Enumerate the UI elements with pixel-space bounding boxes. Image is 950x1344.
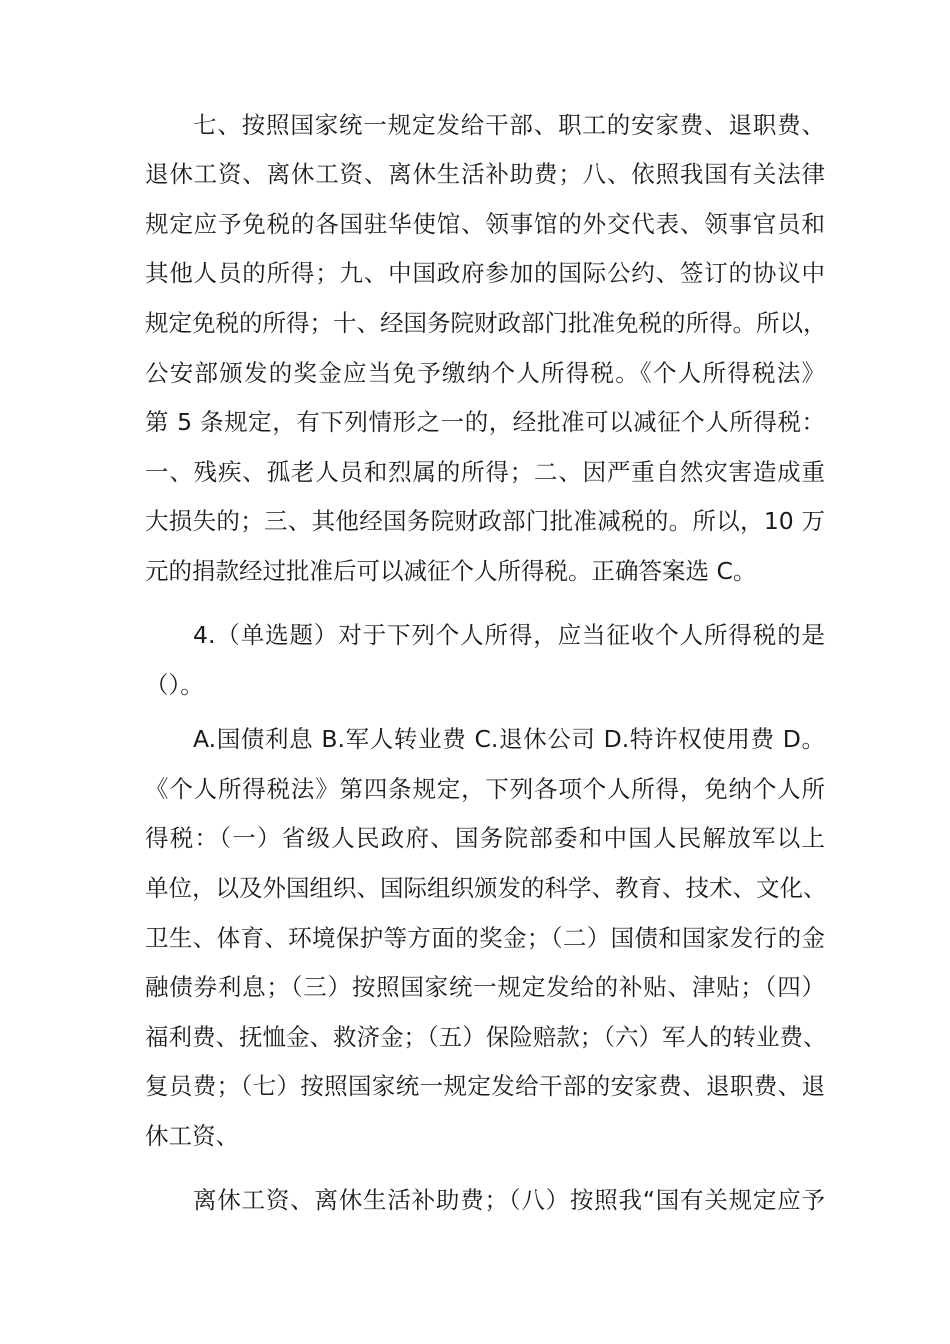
text-line: 复员费；（七）按照国家统一规定发给干部的安家费、退职费、退 (145, 1072, 825, 1100)
text-line: 一、残疾、孤老人员和烈属的所得；二、因严重自然灾害造成重 (145, 458, 825, 486)
text-line: 离休工资、离休生活补助费；（八）按照我“国有关规定应予 (193, 1186, 825, 1214)
text-line: 第 5 条规定，有下列情形之一的，经批准可以减征个人所得税： (145, 408, 825, 436)
text-line: 大损失的；三、其他经国务院财政部门批准减税的。所以，10 万 (145, 507, 825, 535)
text-line: 单位，以及外国组织、国际组织颁发的科学、教育、技术、文化、 (145, 874, 827, 902)
text-line: 休工资、 (145, 1122, 239, 1150)
text-line: 元的捐款经过批准后可以减征个人所得税。正确答案选 C。 (145, 557, 757, 585)
text-line: 规定应予免税的各国驻华使馆、领事馆的外交代表、领事官员和 (145, 210, 825, 238)
text-line: 规定免税的所得；十、经国务院财政部门批准免税的所得。所以， (145, 309, 827, 337)
text-line: 七、按照国家统一规定发给干部、职工的安家费、退职费、 (193, 111, 825, 139)
text-line: 卫生、体育、环境保护等方面的奖金；（二）国债和国家发行的金 (145, 924, 825, 952)
options-line: A.国债利息 B.军人转业费 C.退休公司 D.特许权使用费 D。 (193, 725, 825, 753)
question-line: 4.（单选题）对于下列个人所得，应当征收个人所得税的是 (193, 621, 825, 649)
text-line: 得税：（一）省级人民政府、国务院部委和中国人民解放军以上 (145, 824, 825, 852)
text-line: 公安部颁发的奖金应当免予缴纳个人所得税。《个人所得税法》 (145, 359, 825, 387)
text-line: 退休工资、离休工资、离休生活补助费；八、依照我国有关法律 (145, 160, 825, 188)
text-line: 其他人员的所得；九、中国政府参加的国际公约、签订的协议中 (145, 259, 825, 287)
text-line: 福利费、抚恤金、救济金；（五）保险赔款；（六）军人的转业费、 (145, 1023, 827, 1051)
text-line: 《个人所得税法》第四条规定，下列各项个人所得，免纳个人所 (145, 775, 825, 803)
text-line: 融债券利息；（三）按照国家统一规定发给的补贴、津贴；（四） (145, 973, 825, 1001)
question-line: （）。 (145, 671, 204, 699)
